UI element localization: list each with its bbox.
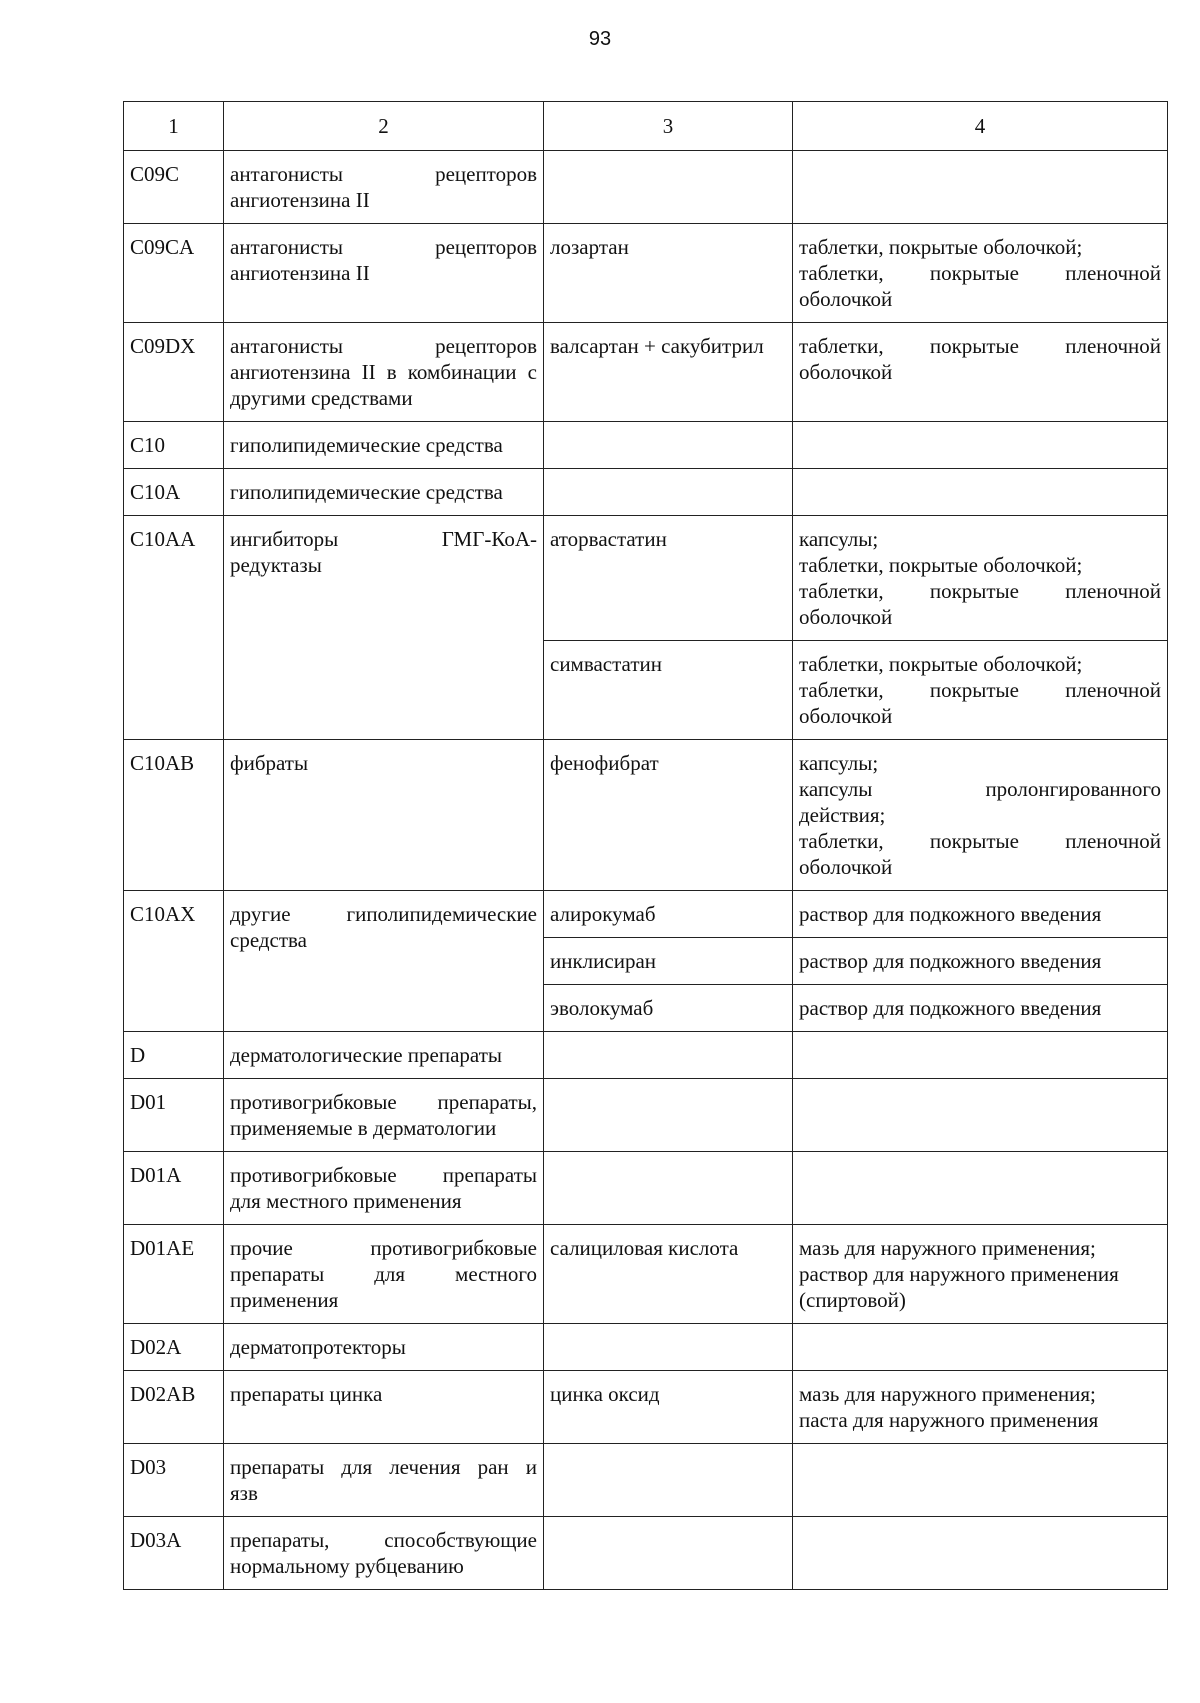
dosage-form-cell <box>793 938 1168 985</box>
group-name-line: язв <box>230 1481 258 1505</box>
group-name-line: гиполипидемические средства <box>230 480 503 504</box>
group-name-cell <box>224 1079 544 1152</box>
dosage-form-cell <box>793 985 1168 1032</box>
dosage-form-line: мазь для наружного применения; <box>799 1382 1096 1406</box>
dosage-form-cell <box>793 1371 1168 1444</box>
table-header-row <box>124 102 1168 151</box>
dosage-form-cell <box>793 151 1168 224</box>
group-name-line: дерматологические препараты <box>230 1043 502 1067</box>
drug-name-cell: симвастатин <box>544 641 793 740</box>
dosage-form-line: таблетки, покрытые пленочной <box>799 334 1161 358</box>
group-name-line: применяемые в дерматологии <box>230 1116 497 1140</box>
atc-code-cell: C10A <box>124 469 224 516</box>
dosage-form-line: таблетки, покрытые пленочной <box>799 261 1161 285</box>
drug-name-cell <box>544 1444 793 1517</box>
dosage-form-line: оболочкой <box>799 360 893 384</box>
group-name-line: противогрибковые препараты <box>230 1163 537 1187</box>
drug-name-cell: лозартан <box>544 224 793 323</box>
atc-code-cell: C10 <box>124 422 224 469</box>
table-row <box>124 469 1168 516</box>
group-name-line: антагонисты рецепторов <box>230 334 537 358</box>
drug-name-cell <box>544 1517 793 1590</box>
atc-code-cell: D02AB <box>124 1371 224 1444</box>
dosage-form-line: раствор для подкожного введения <box>799 949 1102 973</box>
drug-name-cell <box>544 1152 793 1225</box>
drug-name-cell <box>544 1032 793 1079</box>
dosage-form-cell <box>793 740 1168 891</box>
table-row <box>124 1152 1168 1225</box>
group-name-line: другими средствами <box>230 386 413 410</box>
group-name-cell <box>224 1032 544 1079</box>
drug-name-cell <box>544 1079 793 1152</box>
dosage-form-cell <box>793 1444 1168 1517</box>
drug-name-cell <box>544 151 793 224</box>
atc-code-cell: D02A <box>124 1324 224 1371</box>
table-row <box>124 1371 1168 1444</box>
group-name-line: ангиотензина II <box>230 188 370 212</box>
table-row <box>124 891 1168 938</box>
group-name-cell <box>224 151 544 224</box>
group-name-line: ангиотензина II в комбинации с <box>230 360 537 384</box>
group-name-line: дерматопротекторы <box>230 1335 406 1359</box>
group-name-cell <box>224 469 544 516</box>
dosage-form-cell <box>793 891 1168 938</box>
dosage-form-line: раствор для подкожного введения <box>799 902 1102 926</box>
dosage-form-cell <box>793 1517 1168 1590</box>
dosage-form-cell <box>793 224 1168 323</box>
table-row <box>124 1225 1168 1324</box>
dosage-form-line: капсулы; <box>799 751 879 775</box>
group-name-line: препараты, способствующие <box>230 1528 537 1552</box>
atc-code-cell: D01AE <box>124 1225 224 1324</box>
table-row <box>124 1517 1168 1590</box>
dosage-form-cell <box>793 1032 1168 1079</box>
group-name-line: ингибиторы ГМГ-КоА- <box>230 527 537 551</box>
group-name-cell <box>224 224 544 323</box>
atc-code-cell: C10AA <box>124 516 224 740</box>
table-row <box>124 1032 1168 1079</box>
drug-table <box>123 101 1168 1590</box>
atc-code-cell: D03 <box>124 1444 224 1517</box>
page-number: 93 <box>588 28 612 50</box>
table-row <box>124 740 1168 891</box>
dosage-form-line: паста для наружного применения <box>799 1408 1099 1432</box>
group-name-line: антагонисты рецепторов <box>230 235 537 259</box>
dosage-form-line: оболочкой <box>799 855 893 879</box>
drug-name-cell: салициловая кислота <box>544 1225 793 1324</box>
drug-name-cell: аторвастатин <box>544 516 793 641</box>
group-name-line: редуктазы <box>230 553 322 577</box>
group-name-line: препараты для лечения ран и <box>230 1455 537 1479</box>
atc-code-cell: C10AX <box>124 891 224 1032</box>
group-name-cell <box>224 1225 544 1324</box>
group-name-cell <box>224 891 544 1032</box>
group-name-line: нормальному рубцеванию <box>230 1554 464 1578</box>
dosage-form-line: таблетки, покрытые оболочкой; <box>799 235 1083 259</box>
group-name-cell <box>224 1444 544 1517</box>
dosage-form-line: раствор для подкожного введения <box>799 996 1102 1020</box>
dosage-form-cell <box>793 469 1168 516</box>
dosage-form-line: раствор для наружного применения <box>799 1262 1119 1286</box>
group-name-cell <box>224 422 544 469</box>
atc-code-cell: C09DX <box>124 323 224 422</box>
column-header: 2 <box>224 102 544 151</box>
drug-name-cell <box>544 422 793 469</box>
table-row <box>124 516 1168 641</box>
group-name-line: антагонисты рецепторов <box>230 162 537 186</box>
drug-name-cell: инклисиран <box>544 938 793 985</box>
table-row <box>124 1444 1168 1517</box>
dosage-form-line: таблетки, покрытые оболочкой; <box>799 553 1083 577</box>
dosage-form-cell <box>793 1152 1168 1225</box>
group-name-line: ангиотензина II <box>230 261 370 285</box>
group-name-cell <box>224 516 544 740</box>
dosage-form-cell <box>793 1225 1168 1324</box>
atc-code-cell: C09CA <box>124 224 224 323</box>
table-row <box>124 151 1168 224</box>
dosage-form-line: таблетки, покрытые оболочкой; <box>799 652 1083 676</box>
group-name-cell <box>224 323 544 422</box>
atc-code-cell: C09C <box>124 151 224 224</box>
column-header: 1 <box>124 102 224 151</box>
group-name-line: препараты цинка <box>230 1382 383 1406</box>
group-name-line: противогрибковые препараты, <box>230 1090 537 1114</box>
group-name-cell <box>224 1517 544 1590</box>
group-name-line: для местного применения <box>230 1189 462 1213</box>
group-name-cell <box>224 1152 544 1225</box>
dosage-form-line: таблетки, покрытые пленочной <box>799 579 1161 603</box>
atc-code-cell: C10AB <box>124 740 224 891</box>
group-name-cell <box>224 740 544 891</box>
group-name-line: применения <box>230 1288 339 1312</box>
group-name-line: гиполипидемические средства <box>230 433 503 457</box>
group-name-line: средства <box>230 928 308 952</box>
drug-name-cell: фенофибрат <box>544 740 793 891</box>
drug-name-cell: цинка оксид <box>544 1371 793 1444</box>
dosage-form-line: оболочкой <box>799 605 893 629</box>
table-row <box>124 422 1168 469</box>
dosage-form-cell <box>793 1079 1168 1152</box>
atc-code-cell: D01 <box>124 1079 224 1152</box>
dosage-form-line: таблетки, покрытые пленочной <box>799 678 1161 702</box>
dosage-form-line: оболочкой <box>799 287 893 311</box>
drug-name-cell: эволокумаб <box>544 985 793 1032</box>
group-name-line: другие гиполипидемические <box>230 902 537 926</box>
table-row <box>124 224 1168 323</box>
table-row <box>124 323 1168 422</box>
dosage-form-line: оболочкой <box>799 704 893 728</box>
group-name-cell <box>224 1324 544 1371</box>
dosage-form-line: (спиртовой) <box>799 1288 906 1312</box>
dosage-form-cell <box>793 1324 1168 1371</box>
group-name-line: прочие противогрибковые <box>230 1236 537 1260</box>
table-row <box>124 1324 1168 1371</box>
column-header: 3 <box>544 102 793 151</box>
drug-name-cell <box>544 469 793 516</box>
table-row <box>124 1079 1168 1152</box>
dosage-form-cell <box>793 422 1168 469</box>
drug-name-cell: валсартан + сакубитрил <box>544 323 793 422</box>
dosage-form-cell <box>793 641 1168 740</box>
dosage-form-line: таблетки, покрытые пленочной <box>799 829 1161 853</box>
dosage-form-line: мазь для наружного применения; <box>799 1236 1096 1260</box>
atc-code-cell: D03A <box>124 1517 224 1590</box>
drug-name-cell: алирокумаб <box>544 891 793 938</box>
dosage-form-cell <box>793 516 1168 641</box>
dosage-form-line: капсулы; <box>799 527 879 551</box>
dosage-form-cell <box>793 323 1168 422</box>
atc-code-cell: D <box>124 1032 224 1079</box>
group-name-cell <box>224 1371 544 1444</box>
group-name-line: фибраты <box>230 751 309 775</box>
column-header: 4 <box>793 102 1168 151</box>
dosage-form-line: действия; <box>799 803 886 827</box>
drug-name-cell <box>544 1324 793 1371</box>
group-name-line: препараты для местного <box>230 1262 537 1286</box>
dosage-form-line: капсулы пролонгированного <box>799 777 1161 801</box>
atc-code-cell: D01A <box>124 1152 224 1225</box>
